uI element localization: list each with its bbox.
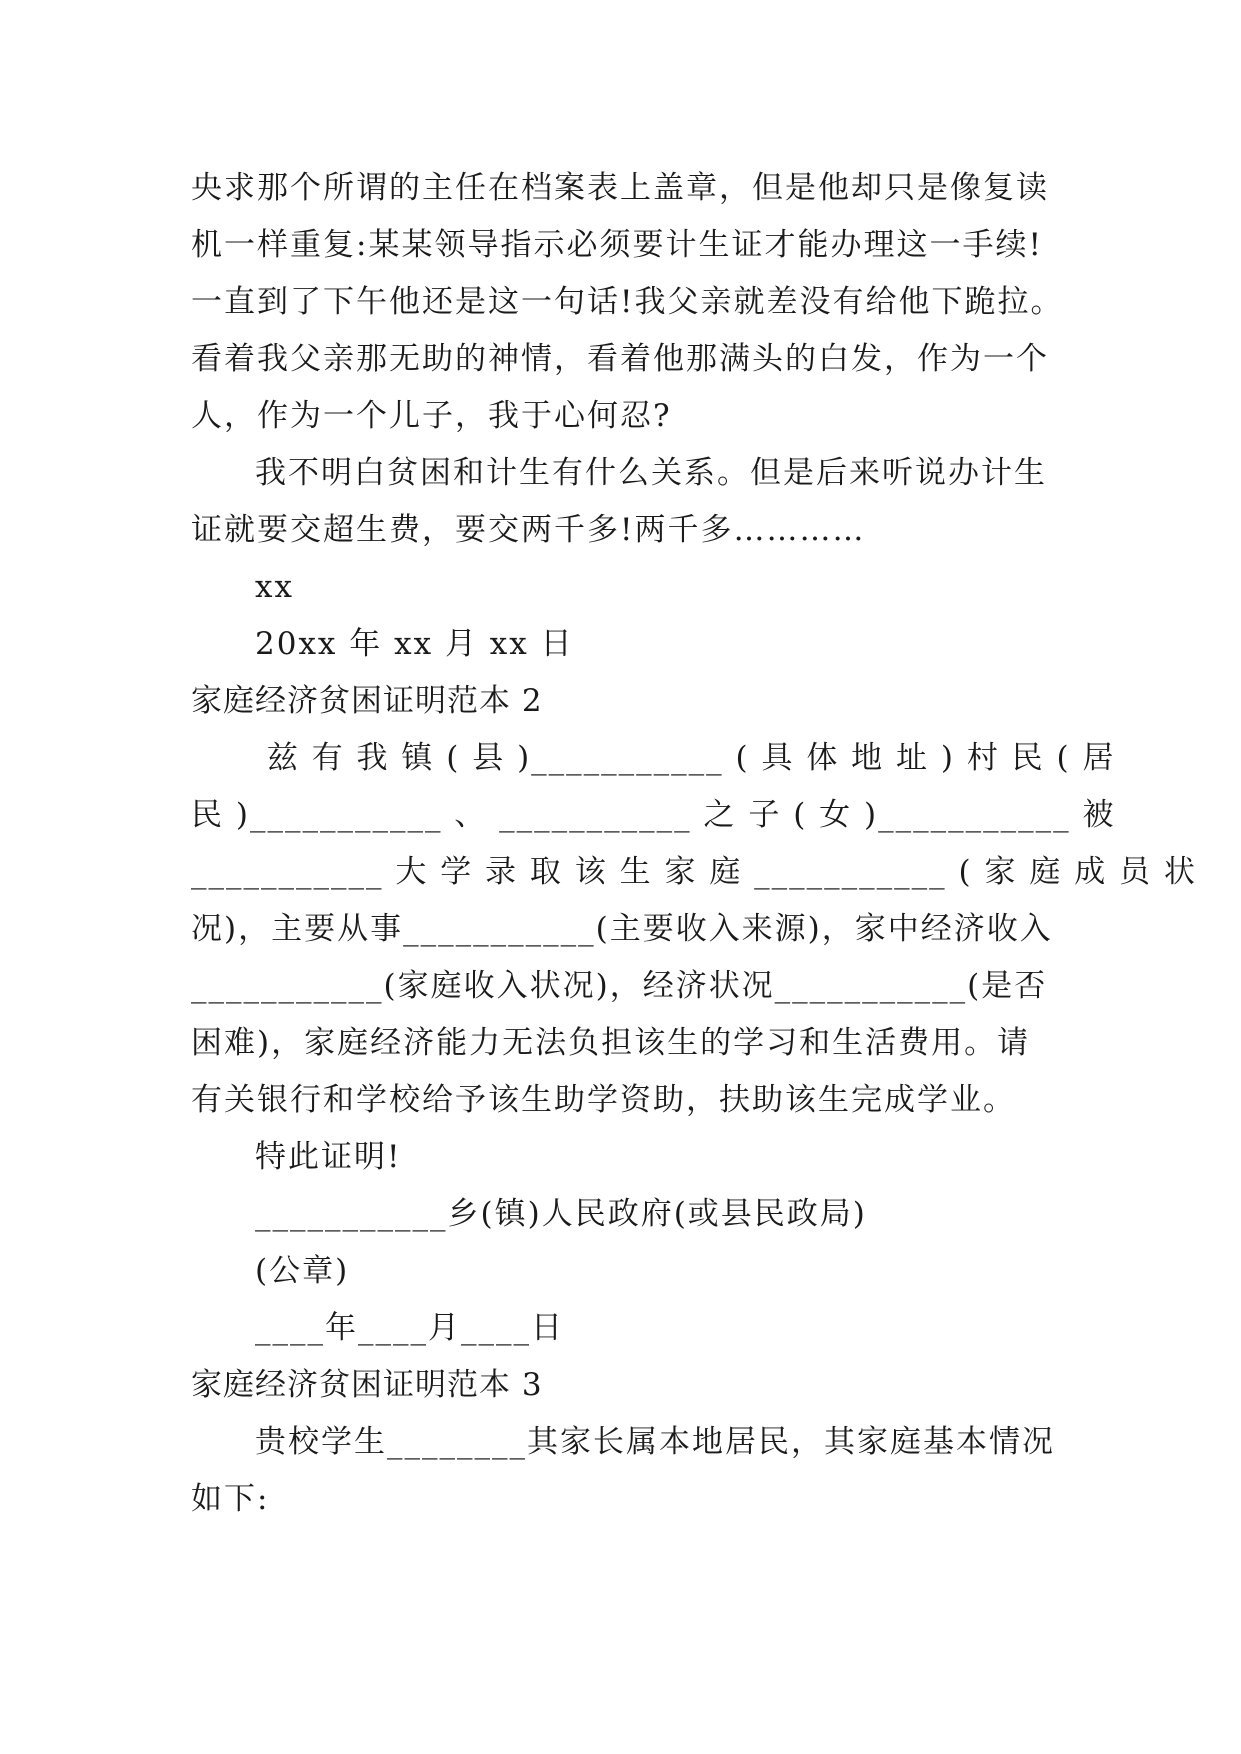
text-line: 机一样重复:某某领导指示必须要计生证才能办理这一手续! — [191, 227, 1043, 263]
section-heading-2: 家庭经济贫困证明范本 2 — [191, 683, 543, 719]
text-line: ___________ 大 学 录 取 该 生 家 庭 ___________ ( 家 庭 成 员 状 — [191, 854, 1197, 890]
section-heading-3: 家庭经济贫困证明范本 3 — [191, 1367, 543, 1403]
text-line: 人，作为一个儿子，我于心何忍? — [191, 398, 672, 434]
text-line: 困难)，家庭经济能力无法负担该生的学习和生活费用。请 — [191, 1025, 1031, 1061]
text-line: 有关银行和学校给予该生助学资助，扶助该生完成学业。 — [191, 1082, 1016, 1118]
text-line: 央求那个所谓的主任在档案表上盖章，但是他却只是像复读 — [191, 170, 1049, 206]
seal-line: (公章) — [255, 1253, 350, 1289]
signature-name: xx — [255, 569, 294, 605]
certify-line: 特此证明! — [255, 1139, 402, 1175]
text-line: ___________(家庭收入状况)，经济状况___________(是否 — [191, 968, 1048, 1004]
text-line: 民 )___________ 、 ___________ 之 子 ( 女 )___________ 被 — [191, 797, 1116, 833]
signature-date: 20xx 年 xx 月 xx 日 — [255, 626, 574, 662]
text-line: 一直到了下午他还是这一句话!我父亲就差没有给他下跪拉。 — [191, 284, 1064, 320]
text-line: 如下: — [191, 1481, 270, 1517]
document-page — [191, 160, 1197, 1528]
paragraph-start-line: 贵校学生________其家长属本地居民，其家庭基本情况 — [255, 1424, 1055, 1460]
text-line: 况)，主要从事___________(主要收入来源)，家中经济收入 — [191, 911, 1053, 947]
issuer-line: ___________乡(镇)人民政府(或县民政局) — [255, 1196, 867, 1232]
text-line: 证就要交超生费，要交两千多!两千多………… — [191, 512, 866, 548]
text-line: 看着我父亲那无助的神情，看着他那满头的白发，作为一个 — [191, 341, 1049, 377]
paragraph-start-line: 兹 有 我 镇 ( 县 )___________ ( 具 体 地 址 ) 村 民 ( 居 — [255, 740, 1116, 776]
date-line: ____年____月____日 — [255, 1310, 564, 1346]
paragraph-start-line: 我不明白贫困和计生有什么关系。但是后来听说办计生 — [255, 455, 1047, 491]
